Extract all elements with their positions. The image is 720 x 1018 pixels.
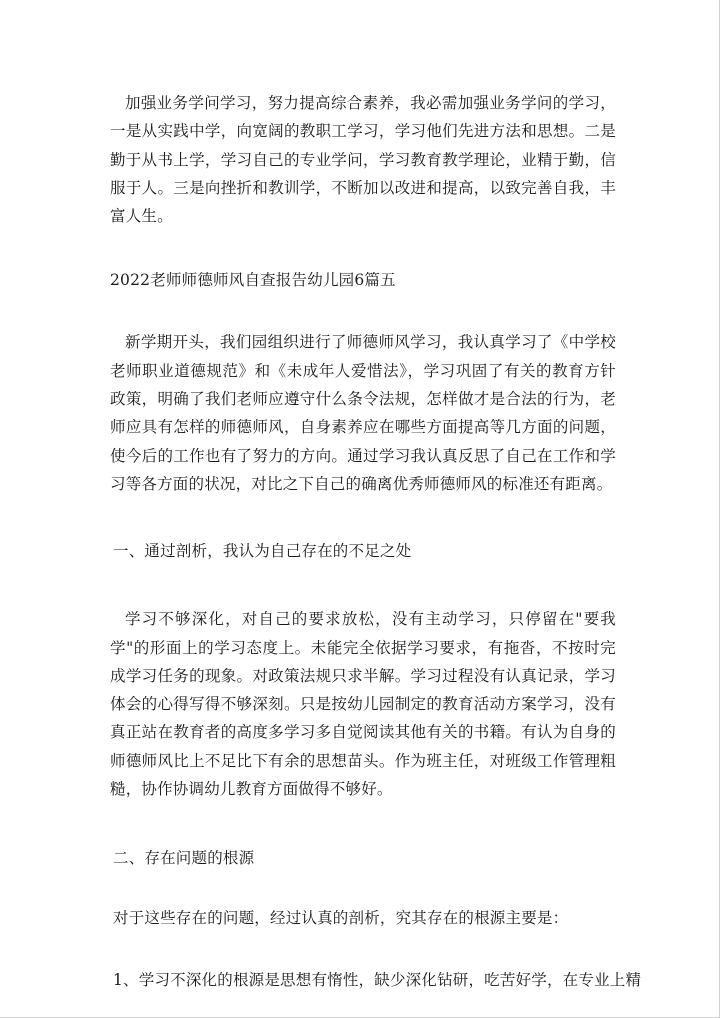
- section-title: 2022老师师德师风自查报告幼儿园6篇五: [110, 271, 396, 290]
- paragraph-opening: 新学期开头，我们园组织进行了师德师风学习，我认真学习了《中学校老师职业道德规范》和《未成年人爱惜法》，学习巩固了有关的教育方针政策，明确了我们老师应遵守什么条令法规，怎样做才是合法的行为，老师应具有怎样的师德师风，自身素养应在哪些方面提高等几方面的问题，使今后的工作也有了努力的方向。通过学习我认真反思了自己在工作和学习等各方面的状况，对比之下自己的确离优秀师德师风的标准还有距离。: [110, 333, 616, 493]
- paragraph-root-1: 1、学习不深化的根源是思想有惰性，缺少深化钻研，吃苦好学，在专业上精: [113, 971, 642, 990]
- heading-shortcomings: 一、通过剖析，我认为自己存在的不足之处: [113, 542, 412, 561]
- paragraph-roots-intro: 对于这些存在的问题，经过认真的剖析，究其存在的根源主要是：: [113, 909, 569, 928]
- document-body: [110, 89, 642, 994]
- paragraph-shortcomings: 学习不够深化，对自己的要求放松，没有主动学习，只停留在"要我学"的形面上的学习态度上。未能完全依据学习要求，有拖沓，不按时完成学习任务的现象。对政策法规只求半解。学习过程没有认真记录，学习体会的心得写得不够深刻。只是按幼儿园制定的教育活动方案学习，没有真正站在教育者的高度多学习多自觉阅读其他有关的书籍。有认为自身的师德师风比上不足比下有余的思想苗头。作为班主任，对班级工作管理粗糙，协作协调幼儿教育方面做得不够好。: [110, 610, 616, 799]
- heading-roots: 二、存在问题的根源: [113, 849, 255, 868]
- paragraph-intro: 加强业务学问学习，努力提高综合素养，我必需加强业务学问的学习，一是从实践中学，向宽阔的教职工学习，学习他们先进方法和思想。二是勤于从书上学，学习自己的专业学问，学习教育教学理论，业精于勤，信服于人。三是向挫折和教训学，不断加以改进和提高，以致完善自我，丰富人生。: [110, 94, 616, 226]
